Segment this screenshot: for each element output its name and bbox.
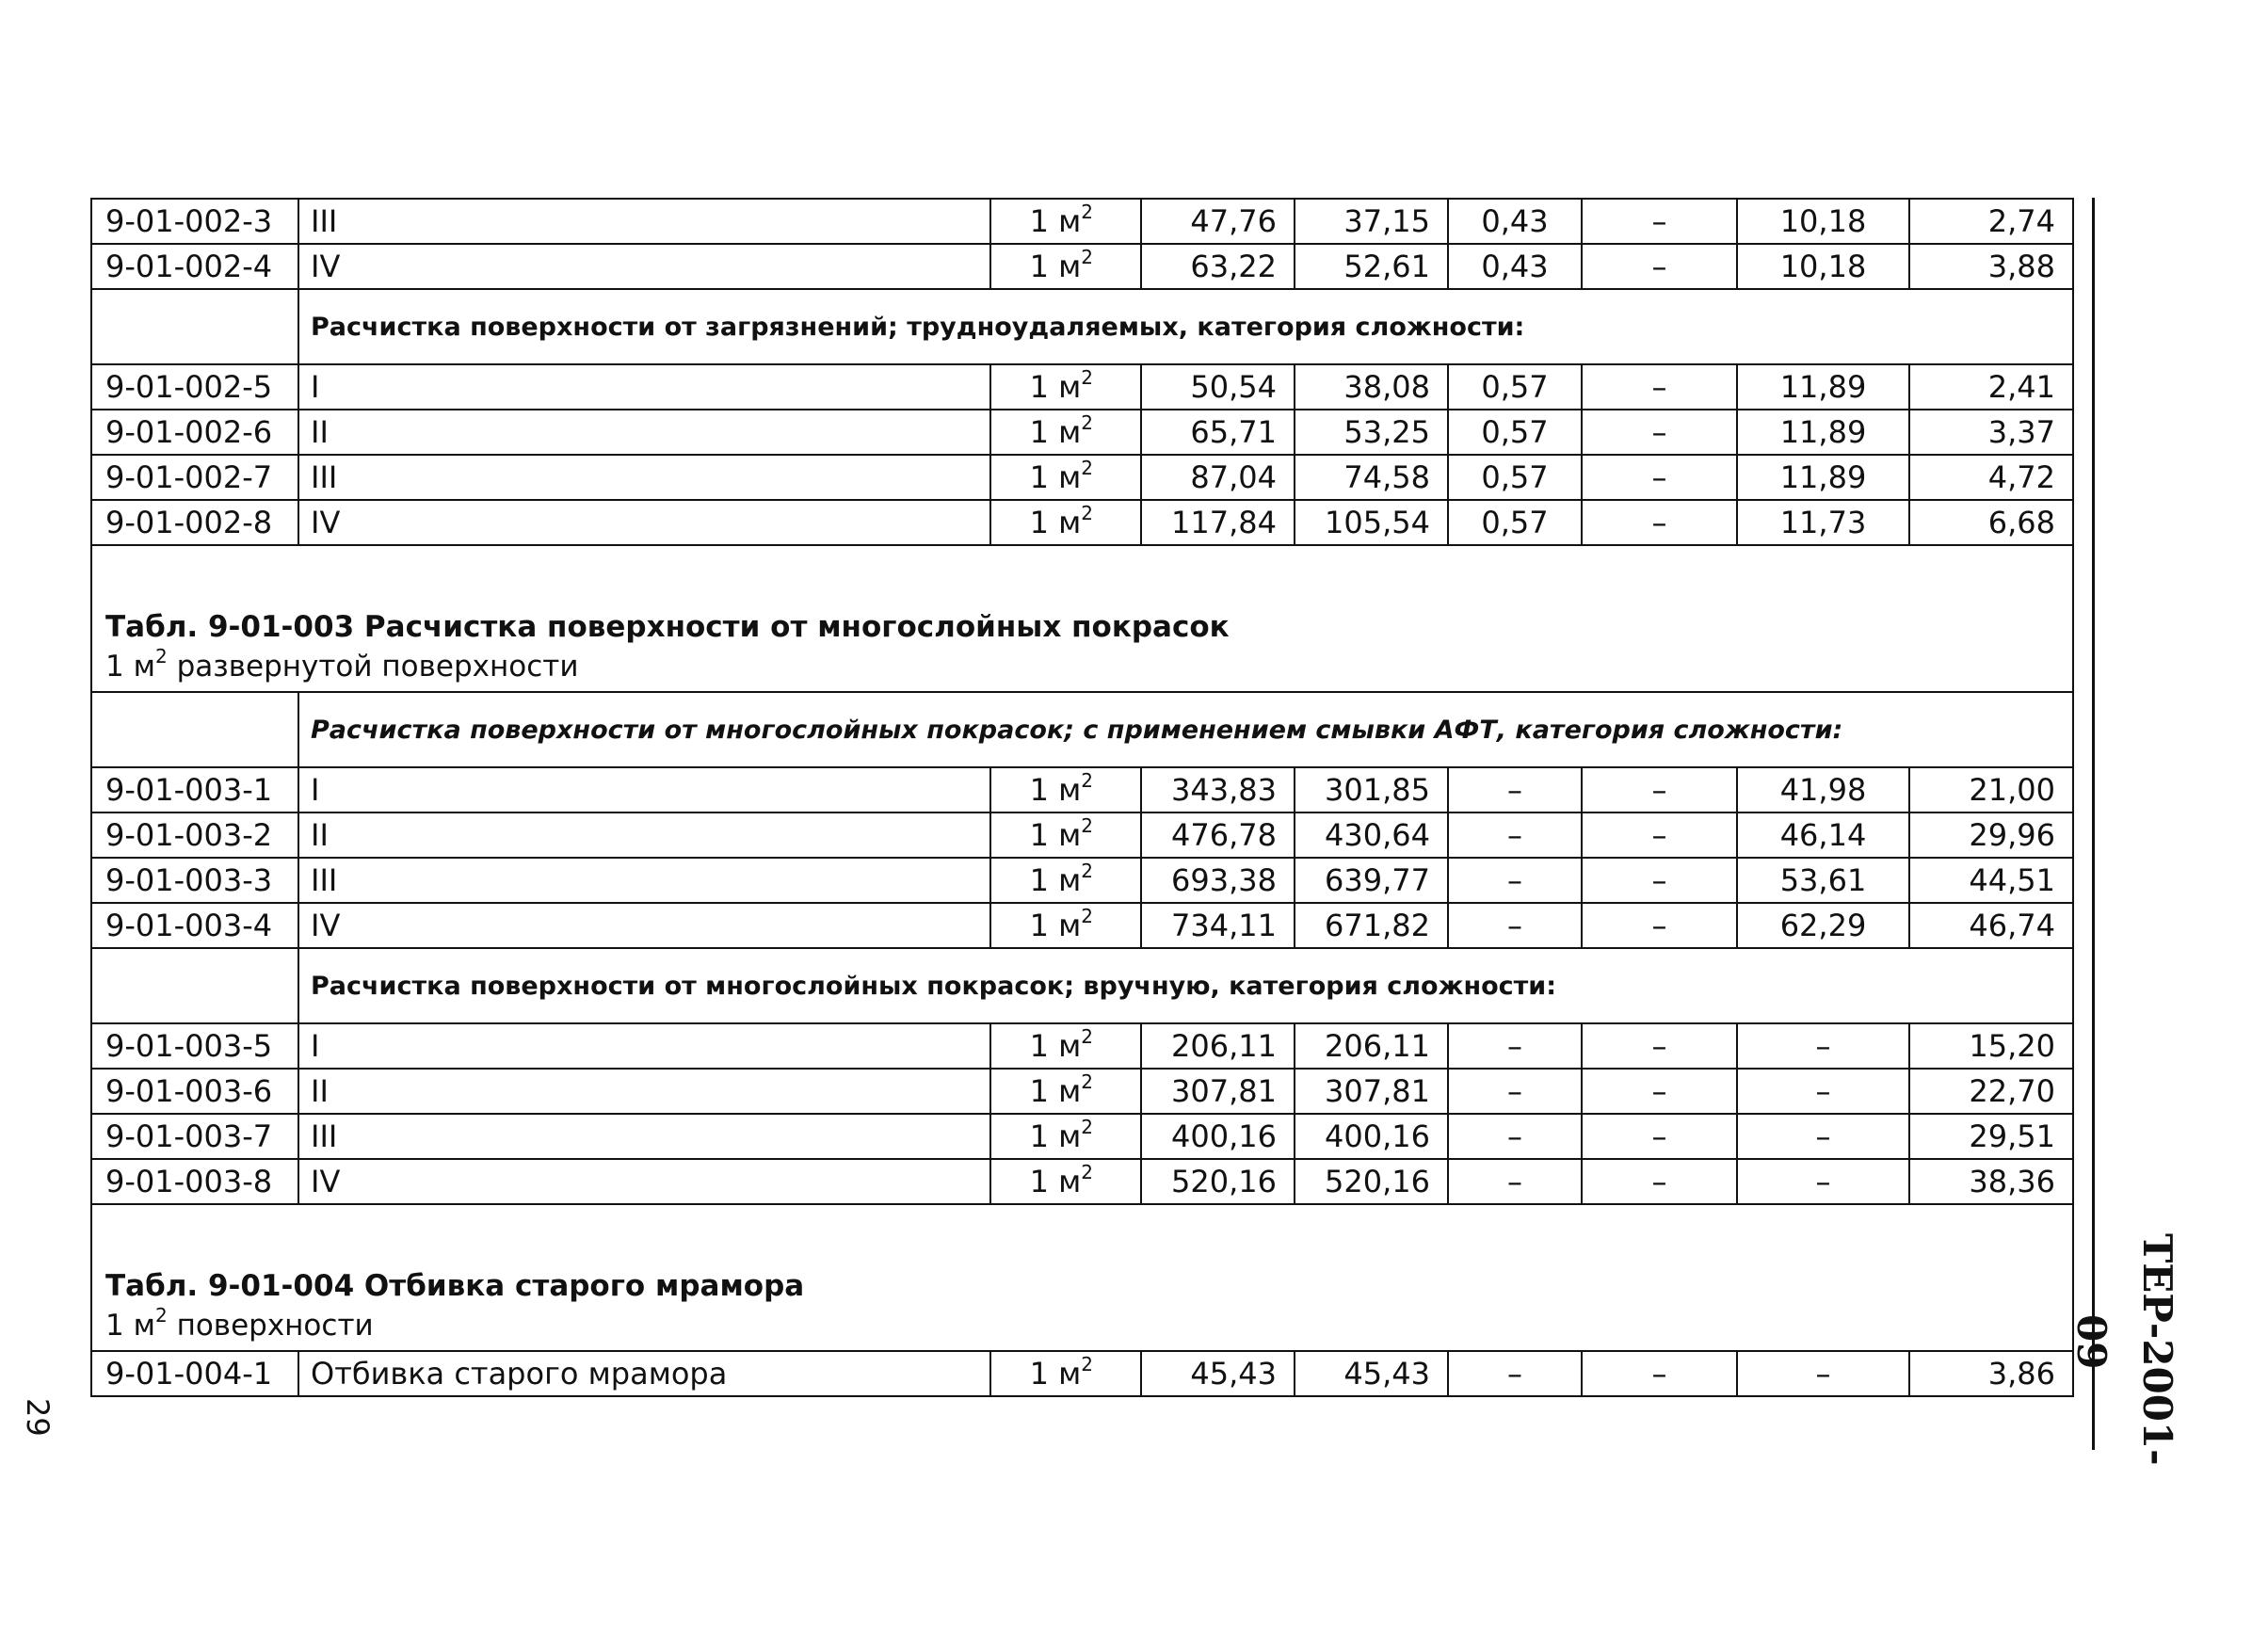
cell-value: 53,25 (1295, 410, 1448, 455)
table-row (91, 244, 2073, 289)
cell-value: 41,98 (1737, 767, 1909, 812)
table-row (91, 812, 2073, 858)
cell-code: 9-01-003-6 (91, 1069, 298, 1114)
cell-value: – (1448, 1351, 1582, 1396)
cell-code: 9-01-002-3 (91, 199, 298, 244)
cell-value: – (1448, 903, 1582, 948)
table-unit: 1 $м^2$ поверхности (105, 1304, 374, 1343)
cell-code: 9-01-004-1 (91, 1351, 298, 1396)
cell-value: 38,08 (1295, 364, 1448, 410)
cell-value: – (1582, 455, 1737, 500)
cell-value: 520,16 (1141, 1159, 1295, 1204)
cell-unit: 1 $м^2$ (990, 1023, 1141, 1069)
cell-value: – (1582, 1023, 1737, 1069)
cell-value: 639,77 (1295, 858, 1448, 903)
cell-unit: 1 $м^2$ (990, 1351, 1141, 1396)
cell-value: 307,81 (1295, 1069, 1448, 1114)
cell-value: 0,43 (1448, 244, 1582, 289)
cell-value: – (1582, 1069, 1737, 1114)
cell-value: – (1737, 1023, 1909, 1069)
cell-name: I (298, 767, 990, 812)
cell-code: 9-01-003-8 (91, 1159, 298, 1204)
cell-unit: 1 $м^2$ (990, 199, 1141, 244)
cell-value: – (1582, 1351, 1737, 1396)
cell-value: – (1448, 812, 1582, 858)
cell-code: 9-01-002-7 (91, 455, 298, 500)
cell-value: 53,61 (1737, 858, 1909, 903)
cell-value: 671,82 (1295, 903, 1448, 948)
cell-name: IV (298, 903, 990, 948)
cell-value: – (1582, 903, 1737, 948)
group-header-row (91, 692, 2073, 767)
cell-value: 10,18 (1737, 199, 1909, 244)
page-number: 29 (20, 1397, 56, 1437)
side-label: ТЕР-2001-09 (2068, 1233, 2180, 1466)
cell-value: 206,11 (1295, 1023, 1448, 1069)
table-row (91, 903, 2073, 948)
cell-value: – (1448, 1114, 1582, 1159)
cell-unit: 1 $м^2$ (990, 858, 1141, 903)
table-heading-row (91, 545, 2073, 692)
cell-code: 9-01-002-6 (91, 410, 298, 455)
cell-code: 9-01-003-4 (91, 903, 298, 948)
cell-value: 10,18 (1737, 244, 1909, 289)
cell-value: 0,57 (1448, 455, 1582, 500)
cell-name: II (298, 1069, 990, 1114)
margin-rule (2092, 198, 2095, 1450)
cell-value: 0,57 (1448, 500, 1582, 545)
cell-value: 52,61 (1295, 244, 1448, 289)
cell-value: – (1582, 410, 1737, 455)
cell-unit: 1 $м^2$ (990, 767, 1141, 812)
cell-value: 15,20 (1909, 1023, 2073, 1069)
cell-value: – (1582, 858, 1737, 903)
cell-value: – (1582, 244, 1737, 289)
cell-value: 476,78 (1141, 812, 1295, 858)
cell-value: 301,85 (1295, 767, 1448, 812)
cell-value: 45,43 (1141, 1351, 1295, 1396)
cell-unit: 1 $м^2$ (990, 500, 1141, 545)
cell-value: – (1448, 767, 1582, 812)
table-row (91, 410, 2073, 455)
cell-value: 105,54 (1295, 500, 1448, 545)
cell-code: 9-01-002-8 (91, 500, 298, 545)
table-row (91, 1351, 2073, 1396)
cell-value: 87,04 (1141, 455, 1295, 500)
cell-value: – (1737, 1351, 1909, 1396)
cell-name: III (298, 199, 990, 244)
cell-value: 430,64 (1295, 812, 1448, 858)
table-row (91, 767, 2073, 812)
table-row (91, 199, 2073, 244)
table-heading-row (91, 1204, 2073, 1351)
cell-value: 693,38 (1141, 858, 1295, 903)
cell-value: 74,58 (1295, 455, 1448, 500)
cell-value: 63,22 (1141, 244, 1295, 289)
group-header-row (91, 948, 2073, 1023)
cell-value: 2,41 (1909, 364, 2073, 410)
group-header-text: Расчистка поверхности от многослойных покрасок; с применением смывки АФТ, категория сложности: (298, 692, 2073, 767)
price-table-document (90, 198, 2072, 1397)
cell-name: II (298, 410, 990, 455)
cell-value: 11,89 (1737, 410, 1909, 455)
cell-value: – (1448, 1069, 1582, 1114)
table-row (91, 858, 2073, 903)
cell-unit: 1 $м^2$ (990, 1159, 1141, 1204)
cell-value: 47,76 (1141, 199, 1295, 244)
table-unit: 1 $м^2$ развернутой поверхности (105, 645, 579, 684)
cell-name: III (298, 858, 990, 903)
cell-value: 3,88 (1909, 244, 2073, 289)
cell-code: 9-01-002-5 (91, 364, 298, 410)
cell-value: 65,71 (1141, 410, 1295, 455)
cell-name: I (298, 364, 990, 410)
cell-value: – (1582, 767, 1737, 812)
cell-value: 3,37 (1909, 410, 2073, 455)
cell-value: – (1582, 812, 1737, 858)
cell-value: 0,57 (1448, 410, 1582, 455)
cell-value: – (1737, 1159, 1909, 1204)
cell-value: 4,72 (1909, 455, 2073, 500)
cell-code: 9-01-003-2 (91, 812, 298, 858)
cell-value: 44,51 (1909, 858, 2073, 903)
cell-value: 37,15 (1295, 199, 1448, 244)
group-header-row (91, 289, 2073, 364)
group-header-text: Расчистка поверхности от многослойных покрасок; вручную, категория сложности: (298, 948, 2073, 1023)
cell-value: 520,16 (1295, 1159, 1448, 1204)
cell-code: 9-01-003-3 (91, 858, 298, 903)
cell-value: – (1582, 500, 1737, 545)
cell-value: 343,83 (1141, 767, 1295, 812)
table-title: Табл. 9-01-003 Расчистка поверхности от многослойных покрасок (105, 610, 1230, 644)
cell-code: 9-01-003-7 (91, 1114, 298, 1159)
cell-value: – (1582, 199, 1737, 244)
cell-unit: 1 $м^2$ (990, 812, 1141, 858)
cell-value: 46,74 (1909, 903, 2073, 948)
cell-value: 400,16 (1295, 1114, 1448, 1159)
table-row (91, 1023, 2073, 1069)
cell-value: 29,96 (1909, 812, 2073, 858)
cell-name: IV (298, 1159, 990, 1204)
price-table (90, 198, 2074, 1397)
cell-value: 307,81 (1141, 1069, 1295, 1114)
cell-value: 6,68 (1909, 500, 2073, 545)
table-title: Табл. 9-01-004 Отбивка старого мрамора (105, 1269, 805, 1303)
cell-value: – (1737, 1069, 1909, 1114)
cell-name: IV (298, 244, 990, 289)
cell-value: 11,73 (1737, 500, 1909, 545)
cell-value: 206,11 (1141, 1023, 1295, 1069)
cell-unit: 1 $м^2$ (990, 244, 1141, 289)
cell-unit: 1 $м^2$ (990, 903, 1141, 948)
cell-unit: 1 $м^2$ (990, 1114, 1141, 1159)
cell-value: 46,14 (1737, 812, 1909, 858)
cell-value: 45,43 (1295, 1351, 1448, 1396)
cell-value: 22,70 (1909, 1069, 2073, 1114)
cell-code: 9-01-002-4 (91, 244, 298, 289)
cell-unit: 1 $м^2$ (990, 455, 1141, 500)
table-row (91, 500, 2073, 545)
cell-value: – (1448, 858, 1582, 903)
cell-name: IV (298, 500, 990, 545)
cell-value: 11,89 (1737, 455, 1909, 500)
cell-value: 0,43 (1448, 199, 1582, 244)
cell-unit: 1 $м^2$ (990, 1069, 1141, 1114)
cell-unit: 1 $м^2$ (990, 410, 1141, 455)
cell-value: – (1448, 1159, 1582, 1204)
cell-value: 117,84 (1141, 500, 1295, 545)
table-row (91, 1069, 2073, 1114)
cell-value: 400,16 (1141, 1114, 1295, 1159)
cell-value: 0,57 (1448, 364, 1582, 410)
cell-unit: 1 $м^2$ (990, 364, 1141, 410)
cell-value: 29,51 (1909, 1114, 2073, 1159)
cell-value: – (1448, 1023, 1582, 1069)
group-header-text: Расчистка поверхности от загрязнений; трудноудаляемых, категория сложности: (298, 289, 2073, 364)
cell-name: Отбивка старого мрамора (298, 1351, 990, 1396)
table-row (91, 1159, 2073, 1204)
cell-value: 2,74 (1909, 199, 2073, 244)
cell-value: – (1582, 1159, 1737, 1204)
cell-value: 62,29 (1737, 903, 1909, 948)
table-row (91, 1114, 2073, 1159)
cell-value: 38,36 (1909, 1159, 2073, 1204)
cell-value: 734,11 (1141, 903, 1295, 948)
cell-value: 3,86 (1909, 1351, 2073, 1396)
table-row (91, 364, 2073, 410)
cell-value: – (1582, 1114, 1737, 1159)
cell-name: III (298, 455, 990, 500)
cell-value: – (1582, 364, 1737, 410)
cell-value: – (1737, 1114, 1909, 1159)
cell-name: II (298, 812, 990, 858)
cell-code: 9-01-003-1 (91, 767, 298, 812)
cell-name: I (298, 1023, 990, 1069)
cell-value: 21,00 (1909, 767, 2073, 812)
cell-name: III (298, 1114, 990, 1159)
table-row (91, 455, 2073, 500)
cell-value: 11,89 (1737, 364, 1909, 410)
cell-code: 9-01-003-5 (91, 1023, 298, 1069)
cell-value: 50,54 (1141, 364, 1295, 410)
